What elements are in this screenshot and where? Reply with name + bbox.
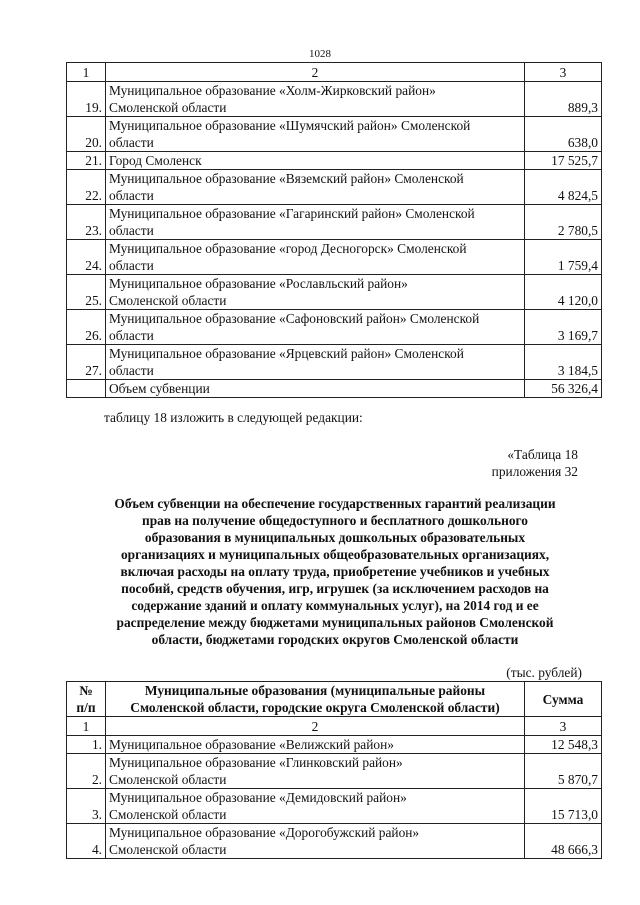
row-number: 26. (67, 310, 106, 345)
row-number: 1. (67, 736, 106, 754)
amount: 48 666,3 (525, 824, 602, 859)
municipality-name: Муниципальное образование «Демидовский район» Смоленской области (106, 789, 525, 824)
amount: 3 169,7 (525, 310, 602, 345)
municipality-name: Муниципальное образование «Вяземский район» Смоленской области (106, 170, 525, 205)
amount: 4 120,0 (525, 275, 602, 310)
title-line: пособий, средств обучения, игр, игрушек (за исключением расходов на (121, 581, 549, 596)
header-number: № п/п (67, 682, 106, 717)
table-row (67, 310, 602, 345)
title-line: Объем субвенции на обеспечение государственных гарантий реализации (114, 496, 556, 511)
municipality-name: Муниципальное образование «Холм-Жирковский район» Смоленской области (106, 82, 525, 117)
table-column-numbers (67, 63, 602, 82)
amount: 15 713,0 (525, 789, 602, 824)
amendment-instruction: таблицу 18 изложить в следующей редакции: (104, 410, 363, 425)
municipality-name: Муниципальное образование «Глинковский район» Смоленской области (106, 754, 525, 789)
subsidy-table-continued (66, 62, 602, 398)
municipality-name: Муниципальное образование «Ярцевский район» Смоленской области (106, 345, 525, 380)
amount: 5 870,7 (525, 754, 602, 789)
row-number: 21. (67, 152, 106, 170)
municipality-name: Город Смоленск (106, 152, 525, 170)
row-number: 27. (67, 345, 106, 380)
table-row (67, 345, 602, 380)
amount: 3 184,5 (525, 345, 602, 380)
table-row (67, 789, 602, 824)
header-municipality: Муниципальные образования (муниципальные районы Смоленской области, городские округа Смоленской области) (106, 682, 525, 717)
row-number: 4. (67, 824, 106, 859)
row-number: 3. (67, 789, 106, 824)
row-number: 19. (67, 82, 106, 117)
column-number-3: 3 (525, 63, 602, 82)
table-column-numbers (67, 717, 602, 736)
amount: 4 824,5 (525, 170, 602, 205)
table-reference: «Таблица 18 (507, 447, 578, 462)
row-number: 22. (67, 170, 106, 205)
municipality-name: Муниципальное образование «город Десногорск» Смоленской области (106, 240, 525, 275)
table-header-row (67, 682, 602, 717)
header-sum: Сумма (525, 682, 602, 717)
amount: 1 759,4 (525, 240, 602, 275)
title-line: области, бюджетами городских округов Смоленской области (151, 632, 519, 647)
total-value: 56 326,4 (525, 380, 602, 398)
table-row (67, 205, 602, 240)
municipality-name: Муниципальное образование «Шумячский район» Смоленской области (106, 117, 525, 152)
title-line: организациях и муниципальных общеобразовательных организациях, (120, 547, 550, 562)
table-title (70, 495, 600, 648)
row-number: 23. (67, 205, 106, 240)
appendix-reference: приложения 32 (491, 464, 578, 479)
table-row (67, 824, 602, 859)
table-row (67, 240, 602, 275)
column-number-2: 2 (106, 63, 525, 82)
amount: 638,0 (525, 117, 602, 152)
total-row (67, 380, 602, 398)
municipality-name: Муниципальное образование «Сафоновский район» Смоленской области (106, 310, 525, 345)
amount: 889,3 (525, 82, 602, 117)
municipality-name: Муниципальное образование «Велижский район» (106, 736, 525, 754)
subsidy-distribution-table (66, 681, 602, 859)
amount: 12 548,3 (525, 736, 602, 754)
row-number: 25. (67, 275, 106, 310)
municipality-name: Муниципальное образование «Дорогобужский район» Смоленской области (106, 824, 525, 859)
column-number-1: 1 (67, 717, 106, 736)
row-number: 24. (67, 240, 106, 275)
row-number: 2. (67, 754, 106, 789)
title-line: включая расходы на оплату труда, приобретение учебников и учебных (120, 564, 550, 579)
table-row (67, 152, 602, 170)
total-label: Объем субвенции (106, 380, 525, 398)
table-row (67, 736, 602, 754)
title-line: прав на получение общедоступного и бесплатного дошкольного (141, 513, 528, 528)
column-number-3: 3 (525, 717, 602, 736)
amount: 17 525,7 (525, 152, 602, 170)
title-line: распределение между бюджетами муниципальных районов Смоленской (116, 615, 554, 630)
table-row (67, 170, 602, 205)
table-row (67, 117, 602, 152)
column-number-2: 2 (106, 717, 525, 736)
column-number-1: 1 (67, 63, 106, 82)
units-label: (тыс. рублей) (506, 665, 582, 680)
table-row (67, 754, 602, 789)
page-number: 1028 (309, 48, 331, 60)
municipality-name: Муниципальное образование «Гагаринский район» Смоленской области (106, 205, 525, 240)
row-number: 20. (67, 117, 106, 152)
title-line: образования в муниципальных дошкольных образовательных (144, 530, 526, 545)
title-line: содержание зданий и оплату коммунальных услуг), на 2014 год и ее (131, 598, 539, 613)
amount: 2 780,5 (525, 205, 602, 240)
municipality-name: Муниципальное образование «Рославльский район» Смоленской области (106, 275, 525, 310)
table-row (67, 82, 602, 117)
table-row (67, 275, 602, 310)
